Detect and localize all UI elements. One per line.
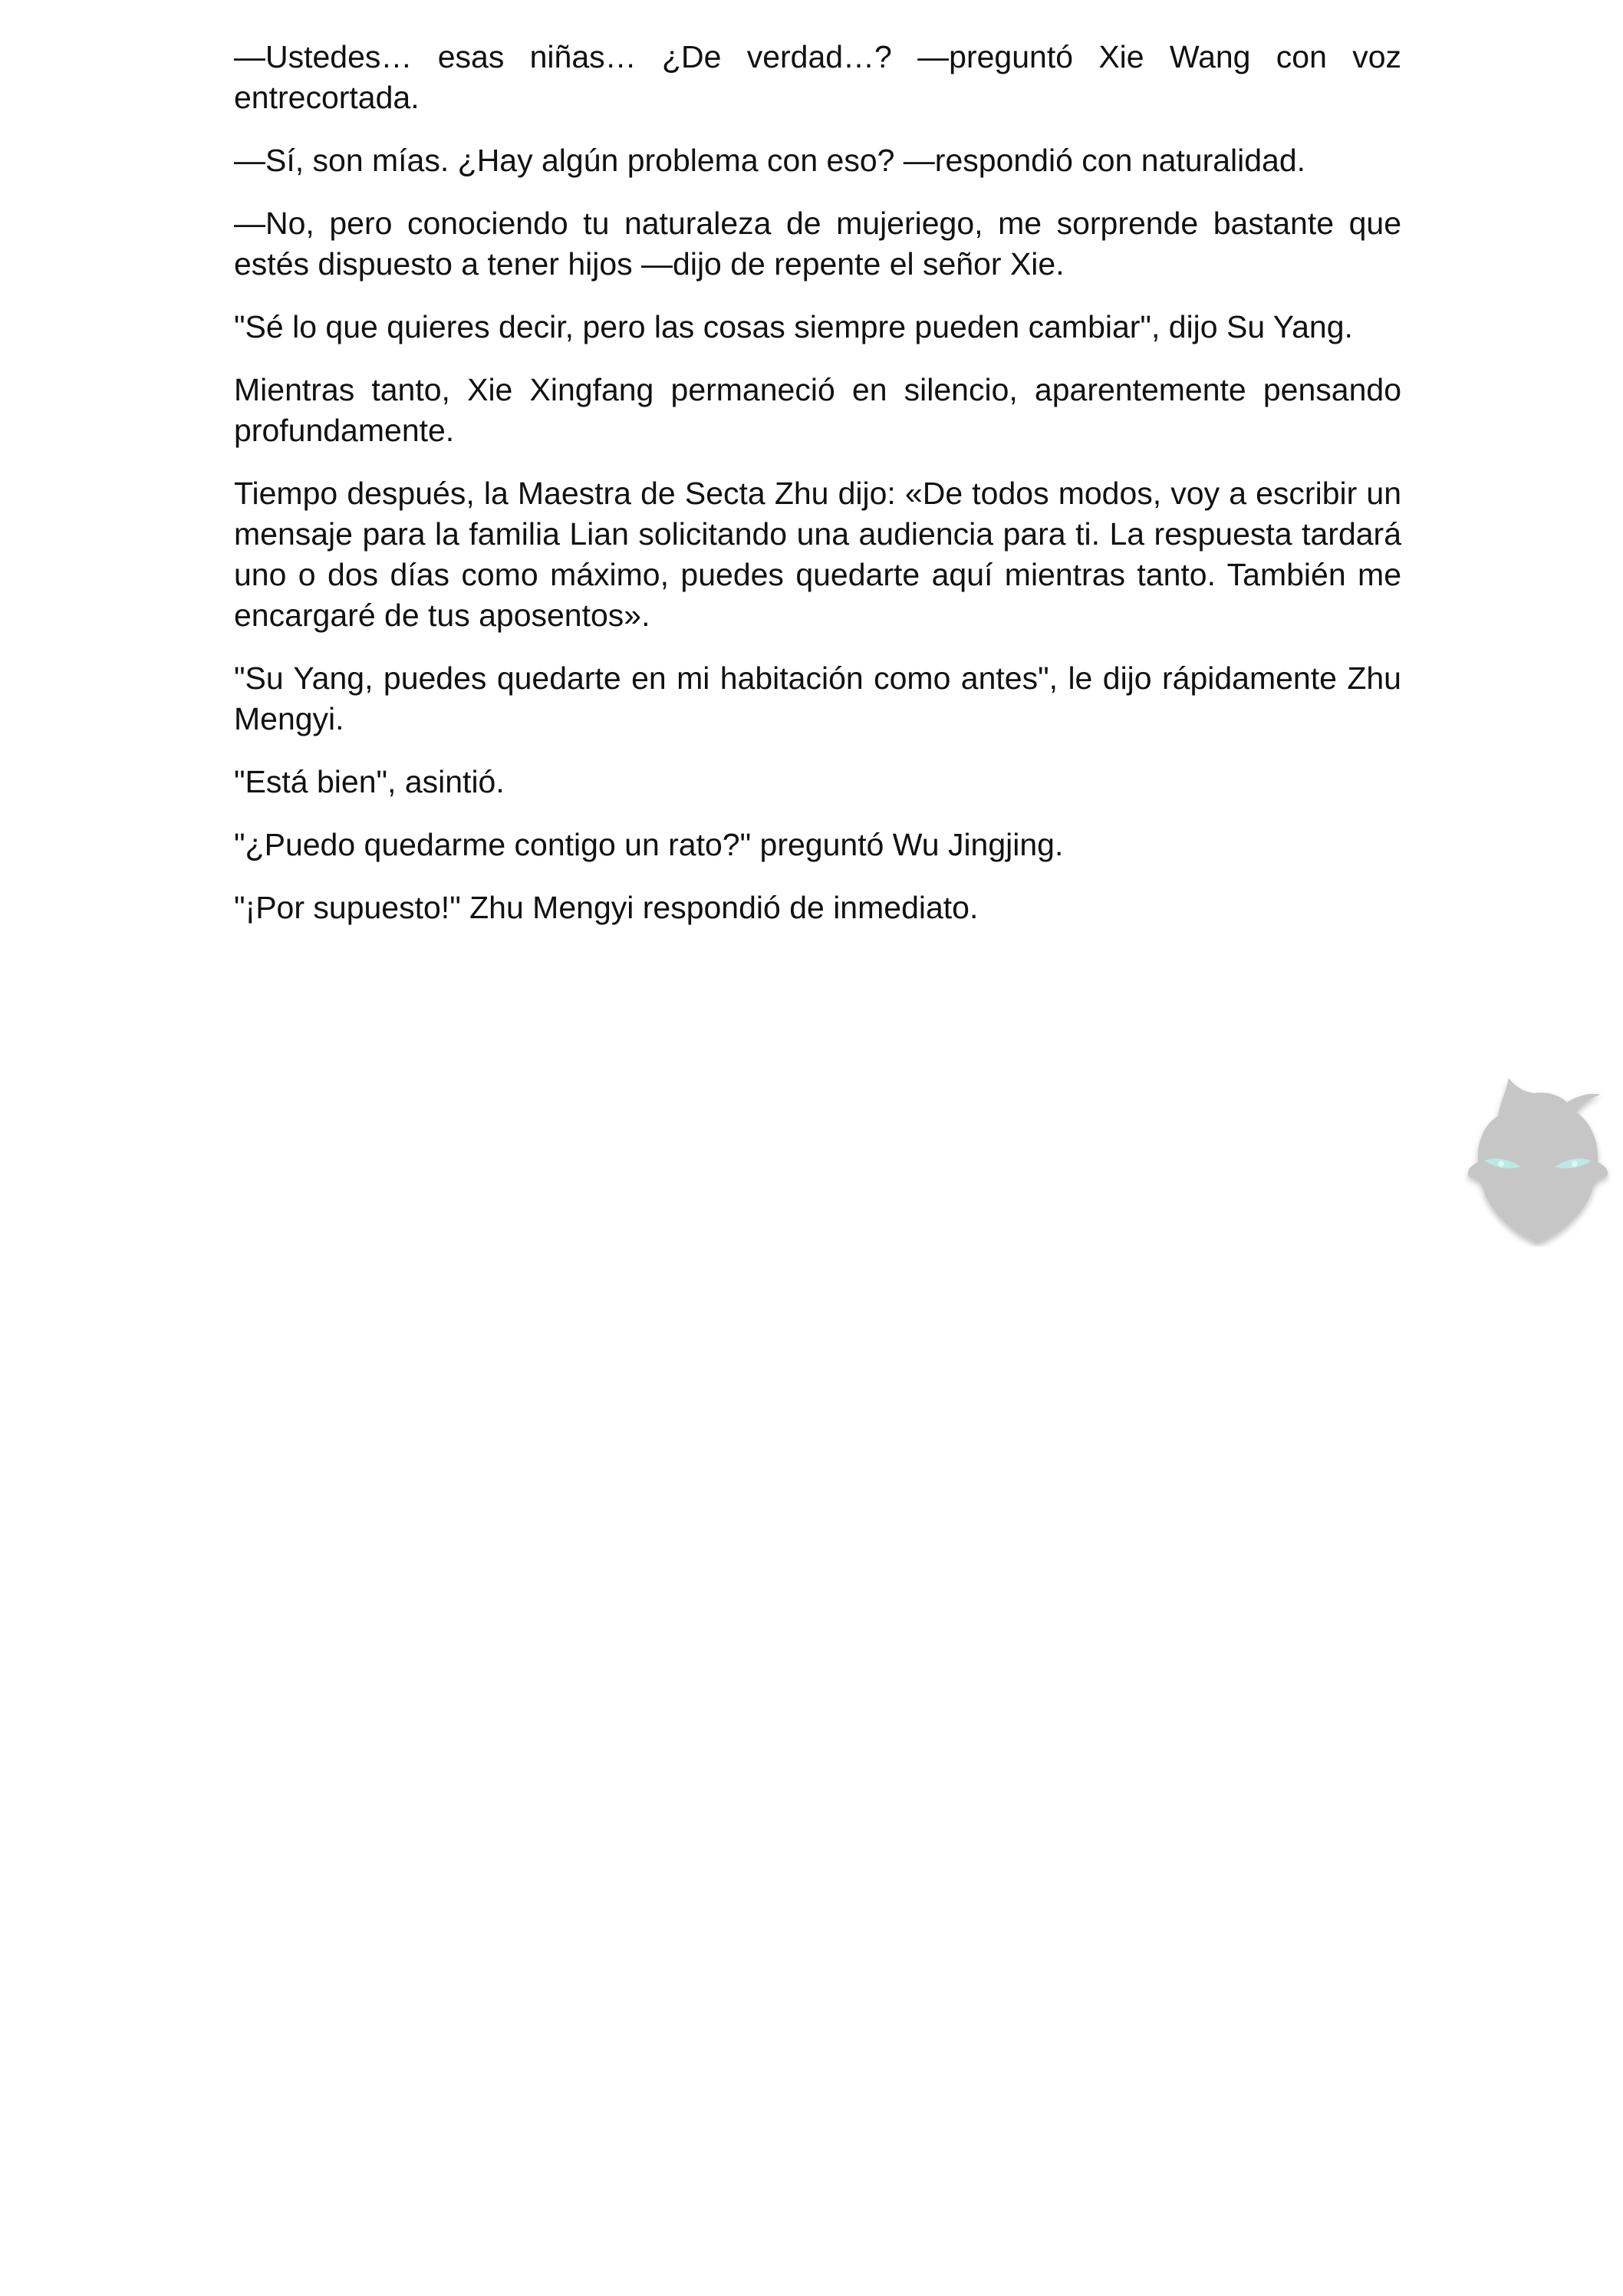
paragraph-9: "¿Puedo quedarme contigo un rato?" preguntó Wu Jingjing. — [234, 827, 1064, 862]
paragraph-5: Mientras tanto, Xie Xingfang permaneció en silencio, aparentemente pensando profundamente. — [234, 372, 1401, 448]
paragraph-10: "¡Por supuesto!" Zhu Mengyi respondió de inmediato. — [234, 890, 979, 925]
paragraph-2: —Sí, son mías. ¿Hay algún problema con eso? —respondió con naturalidad. — [234, 143, 1306, 178]
paragraph-7: "Su Yang, puedes quedarte en mi habitación como antes", le dijo rápidamente Zhu Mengyi. — [234, 660, 1401, 736]
demon-head-icon — [1461, 1070, 1615, 1247]
paragraph-8: "Está bien", asintió. — [234, 764, 505, 799]
paragraph-6: Tiempo después, la Maestra de Secta Zhu dijo: «De todos modos, voy a escribir un mensaje para la familia Lian solicitando una audiencia para ti. La respuesta tardará uno o dos días como máximo, puedes quedarte aquí mientras tanto. También me encargaré de tus aposentos». — [234, 476, 1401, 633]
text-body — [234, 37, 1401, 950]
paragraph-3: —No, pero conociendo tu naturaleza de mujeriego, me sorprende bastante que estés dispuesto a tener hijos —dijo de repente el señor Xie. — [234, 206, 1401, 282]
paragraph-1: —Ustedes… esas niñas… ¿De verdad…? —preguntó Xie Wang con voz entrecortada. — [234, 39, 1401, 115]
paragraph-4: "Sé lo que quieres decir, pero las cosas siempre pueden cambiar", dijo Su Yang. — [234, 309, 1353, 344]
